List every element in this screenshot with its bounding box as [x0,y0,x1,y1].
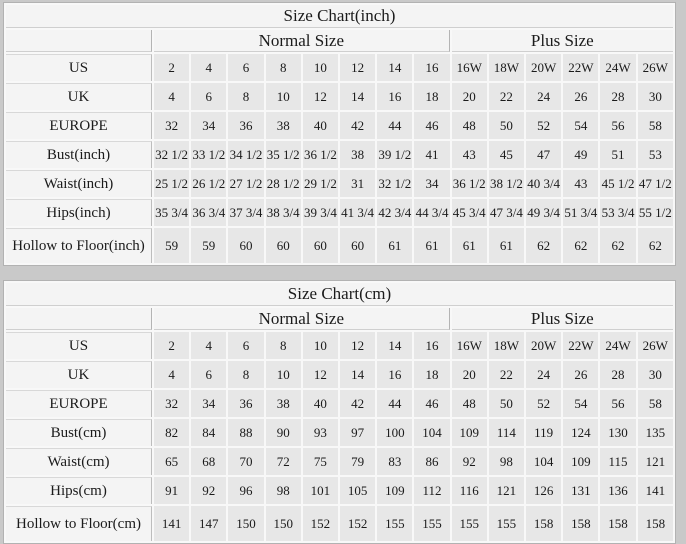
size-value-cell: 40 [303,390,338,417]
size-value-cell: 152 [340,506,375,541]
size-value-cell: 158 [526,506,561,541]
size-value-cell: 96 [228,477,263,504]
size-value-cell: 39 3/4 [303,199,338,226]
size-value-cell: 16W [452,54,487,81]
row-label: Waist(cm) [6,448,152,475]
size-value-cell: 2 [154,332,189,359]
table-row [6,448,673,475]
size-value-cell: 52 [526,390,561,417]
size-value-cell: 36 3/4 [191,199,226,226]
size-value-cell: 25 1/2 [154,170,189,197]
size-value-cell: 36 1/2 [303,141,338,168]
size-value-cell: 109 [452,419,487,446]
table-row [6,199,673,226]
size-value-cell: 84 [191,419,226,446]
normal-size-header: Normal Size [154,30,450,52]
size-value-cell: 16 [414,54,449,81]
size-value-cell: 105 [340,477,375,504]
size-value-cell: 50 [489,390,524,417]
size-chart-inch-table [3,2,676,266]
size-value-cell: 61 [377,228,412,263]
size-value-cell: 20 [452,361,487,388]
size-value-cell: 28 [600,83,635,110]
size-value-cell: 26 [563,83,598,110]
size-value-cell: 12 [340,54,375,81]
size-value-cell: 22W [563,54,598,81]
size-value-cell: 31 [340,170,375,197]
size-value-cell: 131 [563,477,598,504]
size-value-cell: 30 [638,83,673,110]
size-value-cell: 6 [191,83,226,110]
size-value-cell: 50 [489,112,524,139]
size-value-cell: 32 [154,112,189,139]
size-value-cell: 109 [563,448,598,475]
size-value-cell: 101 [303,477,338,504]
size-value-cell: 62 [600,228,635,263]
size-value-cell: 22 [489,83,524,110]
row-label: US [6,54,152,81]
size-value-cell: 70 [228,448,263,475]
table-row [6,332,673,359]
table-row [6,228,673,263]
size-value-cell: 52 [526,112,561,139]
table-row [6,506,673,541]
size-value-cell: 92 [191,477,226,504]
size-value-cell: 10 [266,83,301,110]
size-value-cell: 136 [600,477,635,504]
size-value-cell: 38 3/4 [266,199,301,226]
size-value-cell: 49 3/4 [526,199,561,226]
size-value-cell: 12 [303,83,338,110]
size-value-cell: 53 3/4 [600,199,635,226]
size-value-cell: 60 [340,228,375,263]
size-value-cell: 90 [266,419,301,446]
size-value-cell: 48 [452,390,487,417]
size-value-cell: 62 [526,228,561,263]
row-label: Bust(inch) [6,141,152,168]
size-value-cell: 39 1/2 [377,141,412,168]
size-value-cell: 38 [340,141,375,168]
size-value-cell: 54 [563,112,598,139]
size-value-cell: 45 3/4 [452,199,487,226]
size-value-cell: 83 [377,448,412,475]
size-value-cell: 62 [563,228,598,263]
size-value-cell: 116 [452,477,487,504]
size-value-cell: 121 [489,477,524,504]
size-value-cell: 97 [340,419,375,446]
size-value-cell: 8 [228,83,263,110]
section-header-row [6,30,673,52]
size-value-cell: 40 [303,112,338,139]
size-value-cell: 42 3/4 [377,199,412,226]
section-header-row [6,308,673,330]
size-value-cell: 45 [489,141,524,168]
row-label: Hollow to Floor(cm) [6,506,152,541]
size-value-cell: 126 [526,477,561,504]
size-value-cell: 58 [638,390,673,417]
size-value-cell: 54 [563,390,598,417]
size-value-cell: 58 [638,112,673,139]
size-value-cell: 112 [414,477,449,504]
size-value-cell: 34 1/2 [228,141,263,168]
size-value-cell: 10 [303,332,338,359]
table-row [6,141,673,168]
size-value-cell: 56 [600,390,635,417]
size-value-cell: 8 [266,332,301,359]
size-value-cell: 155 [377,506,412,541]
table-title: Size Chart(cm) [6,283,673,306]
size-value-cell: 28 1/2 [266,170,301,197]
size-value-cell: 26 1/2 [191,170,226,197]
size-value-cell: 104 [414,419,449,446]
size-value-cell: 8 [266,54,301,81]
size-value-cell: 32 1/2 [377,170,412,197]
size-value-cell: 51 [600,141,635,168]
table-title-row [6,283,673,306]
table-row [6,112,673,139]
size-value-cell: 55 1/2 [638,199,673,226]
size-value-cell: 30 [638,361,673,388]
size-value-cell: 72 [266,448,301,475]
size-value-cell: 6 [191,361,226,388]
size-value-cell: 100 [377,419,412,446]
size-value-cell: 24W [600,54,635,81]
size-value-cell: 44 [377,112,412,139]
size-value-cell: 47 1/2 [638,170,673,197]
size-value-cell: 20W [526,332,561,359]
size-value-cell: 68 [191,448,226,475]
size-value-cell: 6 [228,332,263,359]
size-value-cell: 114 [489,419,524,446]
size-value-cell: 43 [452,141,487,168]
size-value-cell: 53 [638,141,673,168]
size-value-cell: 130 [600,419,635,446]
size-value-cell: 98 [489,448,524,475]
size-value-cell: 79 [340,448,375,475]
size-value-cell: 44 [377,390,412,417]
row-label: UK [6,83,152,110]
size-value-cell: 155 [414,506,449,541]
size-value-cell: 24 [526,361,561,388]
row-label: Bust(cm) [6,419,152,446]
size-value-cell: 135 [638,419,673,446]
size-value-cell: 158 [638,506,673,541]
size-value-cell: 16 [414,332,449,359]
size-value-cell: 147 [191,506,226,541]
size-value-cell: 40 3/4 [526,170,561,197]
size-value-cell: 12 [303,361,338,388]
size-value-cell: 27 1/2 [228,170,263,197]
row-label: Waist(inch) [6,170,152,197]
size-value-cell: 36 1/2 [452,170,487,197]
size-value-cell: 6 [228,54,263,81]
size-value-cell: 60 [266,228,301,263]
size-value-cell: 18W [489,54,524,81]
size-value-cell: 4 [154,361,189,388]
size-value-cell: 2 [154,54,189,81]
size-value-cell: 18W [489,332,524,359]
row-label: Hollow to Floor(inch) [6,228,152,263]
table-row [6,390,673,417]
size-value-cell: 92 [452,448,487,475]
size-value-cell: 124 [563,419,598,446]
row-label: EUROPE [6,112,152,139]
size-value-cell: 24W [600,332,635,359]
size-value-cell: 155 [489,506,524,541]
plus-size-header: Plus Size [452,308,673,330]
table-row [6,54,673,81]
normal-size-header: Normal Size [154,308,450,330]
size-value-cell: 34 [191,112,226,139]
size-value-cell: 44 3/4 [414,199,449,226]
size-value-cell: 38 [266,390,301,417]
size-value-cell: 41 [414,141,449,168]
size-value-cell: 20W [526,54,561,81]
size-value-cell: 47 3/4 [489,199,524,226]
size-value-cell: 93 [303,419,338,446]
size-value-cell: 43 [563,170,598,197]
size-value-cell: 4 [191,332,226,359]
size-value-cell: 14 [377,54,412,81]
table-row [6,170,673,197]
size-value-cell: 152 [303,506,338,541]
size-value-cell: 115 [600,448,635,475]
size-value-cell: 48 [452,112,487,139]
size-value-cell: 26 [563,361,598,388]
size-value-cell: 29 1/2 [303,170,338,197]
size-value-cell: 141 [154,506,189,541]
size-value-cell: 28 [600,361,635,388]
table-row [6,477,673,504]
size-value-cell: 10 [303,54,338,81]
corner-cell [6,30,152,52]
size-value-cell: 88 [228,419,263,446]
size-value-cell: 56 [600,112,635,139]
size-value-cell: 119 [526,419,561,446]
size-value-cell: 14 [340,361,375,388]
size-value-cell: 34 [414,170,449,197]
size-value-cell: 61 [414,228,449,263]
size-value-cell: 91 [154,477,189,504]
size-value-cell: 59 [191,228,226,263]
size-value-cell: 158 [600,506,635,541]
size-value-cell: 65 [154,448,189,475]
size-value-cell: 61 [452,228,487,263]
size-value-cell: 61 [489,228,524,263]
size-value-cell: 35 1/2 [266,141,301,168]
row-label: UK [6,361,152,388]
size-value-cell: 59 [154,228,189,263]
size-value-cell: 42 [340,112,375,139]
size-value-cell: 49 [563,141,598,168]
row-label: Hips(inch) [6,199,152,226]
size-value-cell: 16 [377,83,412,110]
row-label: US [6,332,152,359]
size-value-cell: 41 3/4 [340,199,375,226]
size-value-cell: 86 [414,448,449,475]
size-value-cell: 16 [377,361,412,388]
size-chart-cm-table [3,280,676,544]
plus-size-header: Plus Size [452,30,673,52]
size-value-cell: 60 [228,228,263,263]
size-value-cell: 8 [228,361,263,388]
size-value-cell: 158 [563,506,598,541]
size-value-cell: 121 [638,448,673,475]
size-value-cell: 26W [638,332,673,359]
size-value-cell: 104 [526,448,561,475]
size-value-cell: 62 [638,228,673,263]
corner-cell [6,308,152,330]
size-value-cell: 155 [452,506,487,541]
size-value-cell: 18 [414,83,449,110]
size-value-cell: 14 [340,83,375,110]
size-value-cell: 82 [154,419,189,446]
size-value-cell: 22 [489,361,524,388]
table-row [6,419,673,446]
size-value-cell: 51 3/4 [563,199,598,226]
size-value-cell: 60 [303,228,338,263]
size-value-cell: 26W [638,54,673,81]
size-value-cell: 42 [340,390,375,417]
size-value-cell: 46 [414,112,449,139]
size-value-cell: 18 [414,361,449,388]
row-label: EUROPE [6,390,152,417]
table-row [6,83,673,110]
size-value-cell: 47 [526,141,561,168]
size-value-cell: 34 [191,390,226,417]
size-value-cell: 12 [340,332,375,359]
size-value-cell: 16W [452,332,487,359]
size-value-cell: 37 3/4 [228,199,263,226]
table-row [6,361,673,388]
size-value-cell: 20 [452,83,487,110]
size-value-cell: 109 [377,477,412,504]
size-value-cell: 98 [266,477,301,504]
size-value-cell: 4 [154,83,189,110]
size-value-cell: 46 [414,390,449,417]
table-title-row [6,5,673,28]
size-value-cell: 32 [154,390,189,417]
size-value-cell: 4 [191,54,226,81]
size-value-cell: 45 1/2 [600,170,635,197]
size-value-cell: 24 [526,83,561,110]
size-value-cell: 35 3/4 [154,199,189,226]
size-value-cell: 38 1/2 [489,170,524,197]
size-value-cell: 75 [303,448,338,475]
size-value-cell: 38 [266,112,301,139]
size-value-cell: 22W [563,332,598,359]
size-value-cell: 10 [266,361,301,388]
size-value-cell: 150 [266,506,301,541]
size-value-cell: 14 [377,332,412,359]
size-value-cell: 141 [638,477,673,504]
table-title: Size Chart(inch) [6,5,673,28]
row-label: Hips(cm) [6,477,152,504]
size-value-cell: 33 1/2 [191,141,226,168]
size-value-cell: 150 [228,506,263,541]
size-value-cell: 32 1/2 [154,141,189,168]
size-value-cell: 36 [228,112,263,139]
size-value-cell: 36 [228,390,263,417]
